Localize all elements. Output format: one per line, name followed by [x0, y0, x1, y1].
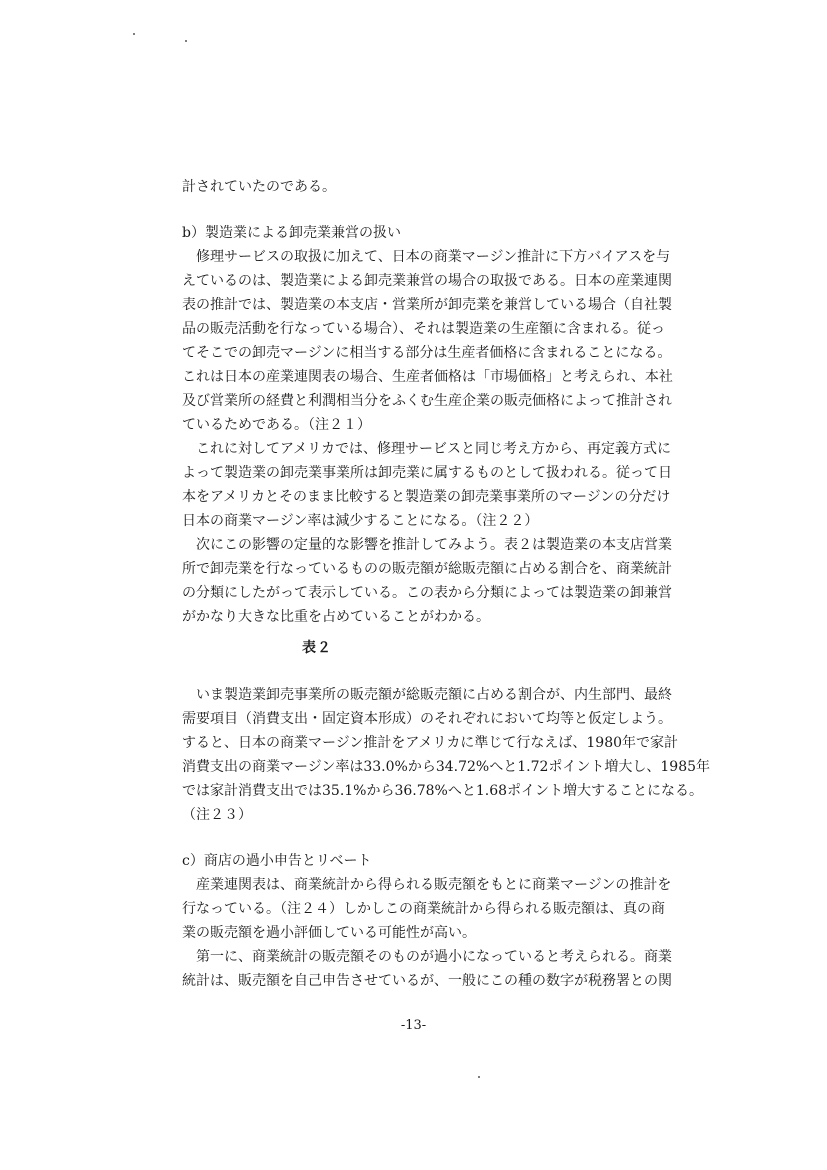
paragraph-line: これは日本の産業連関表の場合、生産者価格は「市場価格」と考えられ、本社 — [182, 369, 673, 385]
paragraph-line: 産業連関表は、商業統計から得られる販売額をもとに商業マージンの推計を — [182, 877, 672, 893]
paragraph-line: 修理サービスの取扱に加えて、日本の商業マージン推計に下方バイアスを与 — [182, 249, 671, 265]
paragraph-line: 需要項目（消費支出・固定資本形成）のそれぞれにおいて均等と仮定しよう。 — [182, 711, 672, 727]
scan-speck — [478, 1076, 480, 1078]
paragraph-line: 第一に、商業統計の販売額そのものが過小になっていると考えられる。商業 — [182, 949, 672, 965]
paragraph-line: すると、日本の商業マージン推計をアメリカに準じて行なえば、1980年で家計 — [182, 735, 679, 751]
paragraph-line: 消費支出の商業マージン率は33.0%から34.72%へと1.72ポイント増大し、1985年 — [182, 759, 711, 775]
paragraph-line: 日本の商業マージン率は減少することになる。（注２２） — [182, 513, 539, 529]
paragraph-line: 及び営業所の経費と利潤相当分をふくむ生産企業の販売価格によって推計され — [182, 393, 672, 409]
paragraph-line: 本をアメリカとそのまま比較すると製造業の卸売業事業所のマージンの分だけ — [182, 489, 671, 505]
paragraph-line: 行なっている。（注２４）しかしこの商業統計から得られる販売額は、真の商 — [182, 901, 665, 917]
scan-speck — [185, 40, 187, 42]
paragraph-line: 表の推計では、製造業の本支店・営業所が卸売業を兼営している場合（自社製 — [182, 297, 672, 313]
section-b-heading: b）製造業による卸売業兼営の扱い — [182, 225, 401, 241]
paragraph-line: 業の販売額を過小評価している可能性が高い。 — [182, 925, 476, 941]
paragraph-line: よって製造業の卸売業事業所は卸売業に属するものとして扱われる。従って日 — [182, 465, 672, 481]
table-label: 表２ — [302, 640, 332, 656]
paragraph-line: えているのは、製造業による卸売業兼営の場合の取扱である。日本の産業連関 — [182, 273, 672, 289]
paragraph-line: 次にこの影響の定量的な影響を推計してみよう。表２は製造業の本支店営業 — [182, 537, 672, 553]
paragraph-line: 統計は、販売額を自己申告させているが、一般にこの種の数字が税務署との関 — [182, 973, 672, 989]
paragraph-line: これに対してアメリカでは、修理サービスと同じ考え方から、再定義方式に — [182, 441, 672, 457]
paragraph-line: （注２３） — [182, 807, 252, 823]
paragraph-line: の分類にしたがって表示している。この表から分類によっては製造業の卸兼営 — [182, 585, 672, 601]
page-number: -13- — [400, 1018, 427, 1033]
paragraph-line: いま製造業卸売事業所の販売額が総販売額に占める割合が、内生部門、最終 — [182, 687, 672, 703]
paragraph-line: では家計消費支出では35.1%から36.78%へと1.68ポイント増大することになる。 — [182, 783, 704, 799]
paragraph-line: 計されていたのである。 — [182, 179, 336, 195]
scan-speck — [133, 33, 135, 35]
paragraph-line: 所で卸売業を行なっているものの販売額が総販売額に占める割合を、商業統計 — [182, 561, 672, 577]
paragraph-line: がかなり大きな比重を占めていることがわかる。 — [182, 609, 490, 625]
paragraph-line: てそこでの卸売マージンに相当する部分は生産者価格に含まれることになる。 — [182, 345, 672, 361]
paragraph-line: ているためである。（注２１） — [182, 417, 371, 433]
section-c-heading: c）商店の過小申告とリベート — [182, 853, 372, 869]
paragraph-line: 品の販売活動を行なっている場合）、それは製造業の生産額に含まれる。従っ — [182, 321, 665, 337]
